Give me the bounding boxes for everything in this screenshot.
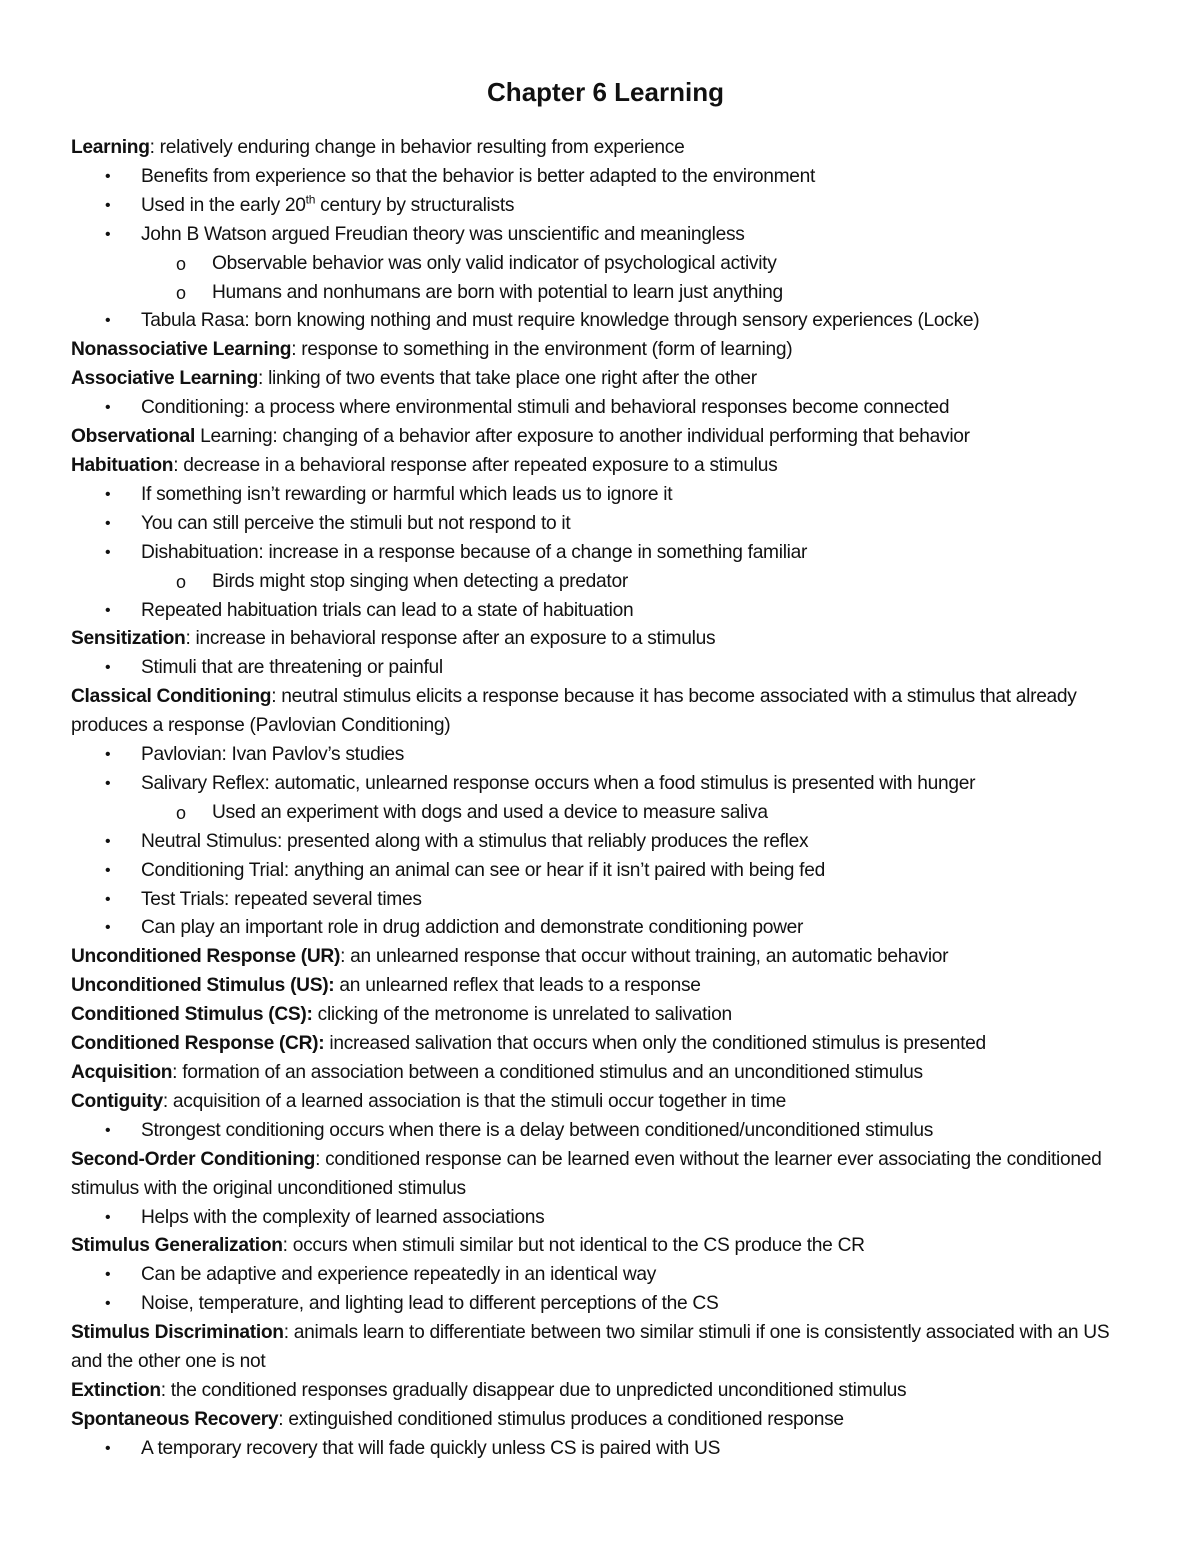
line-text: : formation of an association between a conditioned stimulus and an unconditioned stimulus [172, 1062, 923, 1083]
bullet-item [71, 1204, 1140, 1233]
term: Nonassociative Learning [71, 339, 292, 361]
line-text: A temporary recovery that will fade quickly unless CS is paired with US [141, 1437, 721, 1459]
bullet-item [71, 770, 1140, 799]
line-text: John B Watson argued Freudian theory was unscientific and meaningless [141, 223, 745, 245]
definition-line [71, 1406, 1140, 1435]
line-text-after: century by structuralists [315, 194, 515, 216]
bullet-marker: • [105, 312, 111, 330]
bullet-item [71, 828, 1140, 857]
term: Unconditioned Stimulus (US): [71, 975, 335, 997]
line-text: : linking of two events that take place one right after the other [258, 368, 757, 390]
line-text: : response to something in the environment (form of learning) [291, 339, 793, 361]
line-text: : conditioned response can be learned even without the learner ever associating the conditioned stimulus with the original unconditioned stimulus [71, 1148, 1102, 1199]
line-text: Helps with the complexity of learned associations [141, 1206, 545, 1228]
bullet-item [71, 597, 1140, 626]
definition-line [71, 1059, 1140, 1088]
bullet-item [71, 886, 1140, 915]
term: Stimulus Generalization [71, 1235, 283, 1257]
document-body [71, 134, 1140, 1464]
term: Second-Order Conditioning [71, 1148, 316, 1170]
term: Acquisition [71, 1062, 173, 1083]
bullet-item [71, 857, 1140, 886]
line-text: Dishabituation: increase in a response because of a change in something familiar [141, 541, 808, 563]
bullet-item [71, 1117, 1140, 1146]
line-text: Conditioning: a process where environmental stimuli and behavioral responses become connected [141, 397, 950, 419]
bullet-marker: • [105, 399, 111, 417]
term: Observational [71, 426, 196, 448]
bullet-item [71, 192, 1140, 221]
bullet-marker: • [105, 485, 111, 503]
line-text: Used an experiment with dogs and used a device to measure saliva [212, 801, 768, 823]
line-text: : increase in behavioral response after an exposure to a stimulus [185, 628, 716, 650]
bullet-marker: • [105, 861, 111, 879]
bullet-item [71, 481, 1140, 510]
bullet-item [71, 1290, 1140, 1319]
line-text: Pavlovian: Ivan Pavlov’s studies [141, 744, 405, 766]
term: Unconditioned Response (UR) [71, 946, 341, 968]
bullet-marker: • [105, 659, 111, 677]
line-text: an unlearned reflex that leads to a response [334, 975, 701, 997]
definition-line [71, 1377, 1140, 1406]
definition-line [71, 1146, 1140, 1204]
sub-bullet-item [71, 799, 1140, 828]
sub-bullet-marker: o [176, 571, 186, 592]
definition-line [71, 1030, 1140, 1059]
bullet-marker: • [105, 1439, 111, 1457]
line-text: Birds might stop singing when detecting a predator [212, 570, 628, 592]
sub-bullet-item [71, 568, 1140, 597]
line-text: Humans and nonhumans are born with potential to learn just anything [212, 281, 783, 303]
line-text: : animals learn to differentiate between two similar stimuli if one is consistently associated with an US and the other one is not [71, 1322, 1110, 1373]
bullet-marker: • [105, 832, 111, 850]
bullet-marker: • [105, 1295, 111, 1313]
line-text: : decrease in a behavioral response after repeated exposure to a stimulus [173, 454, 778, 476]
definition-line [71, 452, 1140, 481]
line-text: increased salivation that occurs when only the conditioned stimulus is presented [324, 1033, 986, 1055]
term: Conditioned Stimulus (CS): [71, 1004, 313, 1026]
bullet-item [71, 654, 1140, 683]
line-text: Stimuli that are threatening or painful [141, 657, 443, 679]
definition-line [71, 1319, 1140, 1377]
definition-line [71, 134, 1140, 163]
definition-line [71, 943, 1140, 972]
term: Sensitization [71, 628, 186, 650]
bullet-marker: • [105, 601, 111, 619]
line-text: : acquisition of a learned association is that the stimuli occur together in time [162, 1090, 786, 1112]
bullet-marker: • [105, 225, 111, 243]
term: Extinction [71, 1379, 161, 1401]
line-text: Strongest conditioning occurs when there is a delay between conditioned/unconditioned stimulus [141, 1119, 934, 1141]
page-title: Chapter 6 Learning [487, 77, 724, 107]
bullet-marker: • [105, 919, 111, 937]
line-text: Neutral Stimulus: presented along with a stimulus that reliably produces the reflex [141, 830, 809, 852]
line-text: You can still perceive the stimuli but not respond to it [141, 512, 571, 534]
sub-bullet-item [71, 279, 1140, 308]
bullet-item [71, 307, 1140, 336]
definition-line [71, 972, 1140, 1001]
definition-line [71, 683, 1140, 741]
line-text: Used in the early 20 [141, 194, 306, 216]
bullet-marker: • [105, 746, 111, 764]
sub-bullet-marker: o [176, 253, 186, 274]
term: Conditioned Response (CR): [71, 1033, 325, 1055]
term: Habituation [71, 454, 174, 476]
definition-line [71, 625, 1140, 654]
superscript: th [305, 192, 316, 207]
term: Associative Learning [71, 368, 259, 390]
definition-line [71, 1001, 1140, 1030]
bullet-item [71, 163, 1140, 192]
line-text: : the conditioned responses gradually disappear due to unpredicted unconditioned stimulus [160, 1379, 907, 1401]
line-text: Benefits from experience so that the behavior is better adapted to the environment [141, 165, 816, 187]
bullet-item [71, 221, 1140, 250]
line-text: clicking of the metronome is unrelated to salivation [312, 1004, 732, 1026]
bullet-marker: • [105, 543, 111, 561]
sub-bullet-marker: o [176, 802, 186, 823]
bullet-item [71, 394, 1140, 423]
definition-line [71, 1232, 1140, 1261]
sub-bullet-item [71, 250, 1140, 279]
bullet-item [71, 539, 1140, 568]
line-text: Can play an important role in drug addiction and demonstrate conditioning power [141, 917, 804, 939]
line-text: Repeated habituation trials can lead to a state of habituation [141, 599, 634, 621]
bullet-marker: • [105, 1266, 111, 1284]
bullet-marker: • [105, 774, 111, 792]
term: Stimulus Discrimination [71, 1322, 284, 1344]
bullet-item [71, 1261, 1140, 1290]
line-text: Conditioning Trial: anything an animal can see or hear if it isn’t paired with being fed [141, 859, 825, 881]
line-text: : relatively enduring change in behavior resulting from experience [149, 137, 685, 158]
bullet-marker: • [105, 196, 111, 214]
bullet-marker: • [105, 890, 111, 908]
line-text: : an unlearned response that occur without training, an automatic behavior [340, 946, 949, 968]
definition-line [71, 1088, 1140, 1117]
line-text: Tabula Rasa: born knowing nothing and must require knowledge through sensory experiences (Locke) [141, 310, 980, 332]
line-text: : occurs when stimuli similar but not identical to the CS produce the CR [282, 1235, 865, 1257]
line-text: Noise, temperature, and lighting lead to different perceptions of the CS [141, 1293, 719, 1315]
term: Spontaneous Recovery [71, 1408, 279, 1430]
term: Contiguity [71, 1090, 163, 1112]
sub-bullet-marker: o [176, 282, 186, 303]
definition-line [71, 365, 1140, 394]
line-text: Salivary Reflex: automatic, unlearned response occurs when a food stimulus is presented with hunger [141, 772, 976, 794]
bullet-marker: • [105, 167, 111, 185]
line-text: Observable behavior was only valid indicator of psychological activity [212, 252, 777, 274]
bullet-item [71, 510, 1140, 539]
line-text: : extinguished conditioned stimulus produces a conditioned response [278, 1408, 844, 1430]
definition-line [71, 336, 1140, 365]
bullet-item [71, 914, 1140, 943]
bullet-marker: • [105, 514, 111, 532]
definition-line [71, 423, 1140, 452]
line-text: : neutral stimulus elicits a response because it has become associated with a stimulus that already produces a response (Pavlovian Conditioning) [71, 686, 1077, 737]
term: Learning [71, 137, 150, 158]
term: Classical Conditioning [71, 686, 272, 708]
bullet-marker: • [105, 1208, 111, 1226]
bullet-item [71, 741, 1140, 770]
bullet-item [71, 1435, 1140, 1464]
line-text: Learning: changing of a behavior after exposure to another individual performing that behavior [195, 426, 970, 448]
line-text: Test Trials: repeated several times [141, 888, 422, 910]
bullet-marker: • [105, 1121, 111, 1139]
line-text: If something isn’t rewarding or harmful which leads us to ignore it [141, 483, 673, 505]
line-text: Can be adaptive and experience repeatedly in an identical way [141, 1264, 657, 1286]
